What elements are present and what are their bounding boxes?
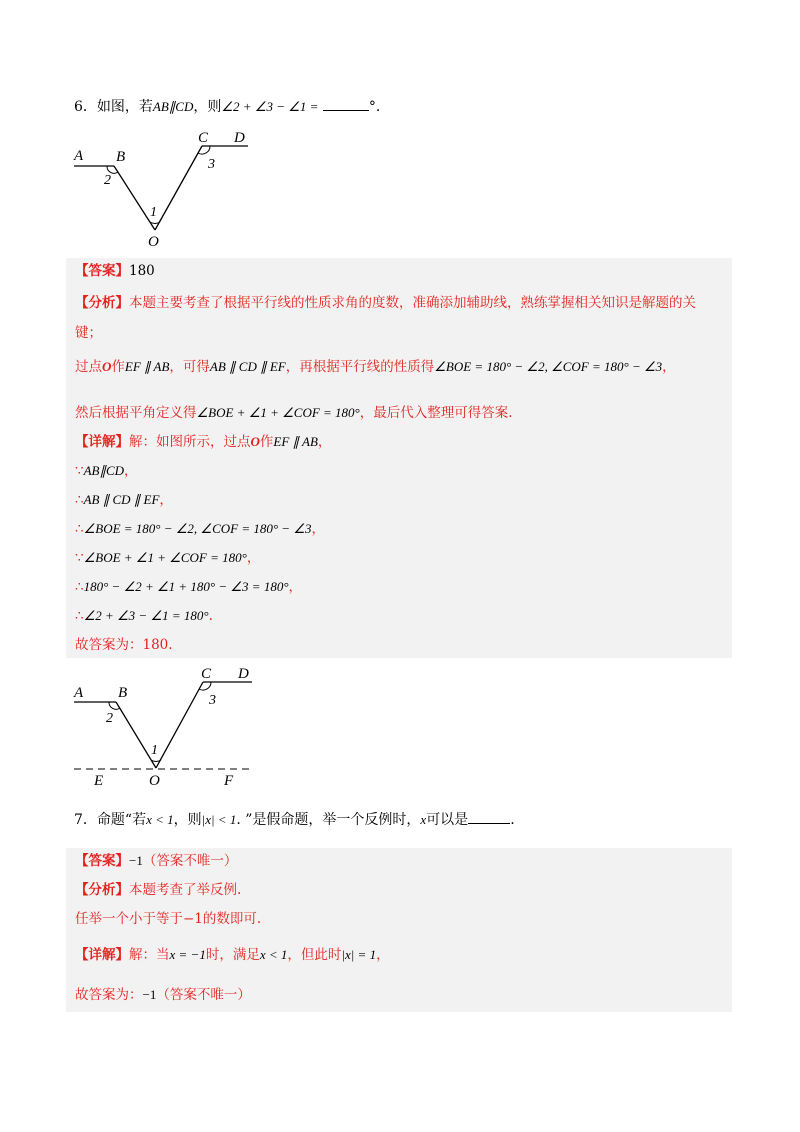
- text: ，但此时: [287, 947, 342, 963]
- label-F: F: [224, 773, 234, 788]
- text: 解：当: [129, 947, 170, 963]
- text: ，则: [173, 812, 202, 828]
- text: ，: [159, 492, 173, 508]
- therefore-symbol: ∴: [75, 521, 84, 537]
- text: 故答案为：: [75, 987, 143, 1003]
- math: ∠BOE = 180° − ∠2, ∠COF = 180° − ∠3: [83, 521, 312, 536]
- step-2: [75, 491, 173, 509]
- text: 过点: [75, 359, 102, 375]
- math: ∠2 + ∠3 − ∠1 = 180°: [83, 608, 209, 623]
- text: 可以是: [426, 812, 469, 828]
- text: .: [208, 608, 213, 624]
- text: ，: [311, 521, 325, 537]
- text: ，: [288, 579, 303, 595]
- label-B: B: [118, 685, 128, 701]
- detail-label: 【详解】: [75, 947, 129, 963]
- q6-detail-line1: [75, 433, 331, 451]
- text: （答案不唯一）: [156, 987, 251, 1003]
- point-o: O: [102, 359, 112, 374]
- question-number: 7．: [74, 812, 97, 828]
- question-6-text: [74, 97, 380, 117]
- therefore-symbol: ∴: [75, 579, 84, 595]
- q6-condition: AB∥CD: [152, 99, 194, 114]
- step-4: [75, 549, 260, 567]
- math: AB∥CD: [83, 463, 125, 478]
- text: ，最后代入整理可得答案.: [359, 405, 513, 421]
- math: x < 1: [146, 812, 174, 827]
- q7-analysis-line2: 任举一个小于等于−1的数即可.: [75, 911, 262, 927]
- math: ∠BOE + ∠1 + ∠COF = 180°: [83, 550, 247, 565]
- math: x < 1: [259, 947, 288, 962]
- question-7-text: [74, 810, 515, 830]
- math: x = −1: [169, 947, 206, 962]
- text: ，: [376, 947, 390, 963]
- label-B: B: [116, 149, 126, 165]
- step-3: [75, 520, 325, 538]
- answer-label: 【答案】: [75, 853, 129, 869]
- label-C: C: [198, 130, 209, 146]
- math: x: [420, 812, 427, 827]
- text: 然后根据平角定义得: [75, 405, 197, 421]
- figure-angle-diagram: [72, 128, 257, 250]
- answer-value: 180: [129, 263, 155, 279]
- answer-blank: [468, 823, 510, 824]
- text: 作: [111, 359, 125, 375]
- analysis-text: 本题考查了举反例.: [129, 882, 242, 898]
- angle-1-label: 1: [151, 743, 158, 758]
- text: ，可得: [169, 359, 210, 375]
- math: |x| = 1: [341, 947, 377, 962]
- angle-1-label: 1: [150, 205, 157, 220]
- text: 命题“若: [96, 812, 147, 828]
- analysis-label: 【分析】: [75, 295, 129, 311]
- label-A: A: [74, 685, 84, 701]
- math: EF ∥ AB: [124, 359, 170, 374]
- angle-3-label: 3: [208, 157, 215, 172]
- q7-solution-box: [66, 848, 732, 1012]
- step-1: [75, 462, 138, 480]
- q6-unit: °.: [368, 99, 381, 115]
- answer-blank: [323, 110, 369, 111]
- label-D: D: [234, 130, 245, 146]
- angle-3-label: 3: [209, 693, 216, 708]
- because-symbol: ∵: [75, 550, 84, 566]
- analysis-label: 【分析】: [75, 882, 129, 898]
- math: ∠BOE + ∠1 + ∠COF = 180°: [196, 405, 360, 420]
- text: ，: [246, 550, 261, 566]
- text: . ”是假命题，举一个反例时，: [236, 812, 421, 828]
- q7-detail: [75, 946, 390, 964]
- q6-analysis-line4: [75, 404, 513, 422]
- text: 时，满足: [205, 947, 260, 963]
- label-A: A: [74, 148, 84, 164]
- therefore-symbol: ∴: [75, 608, 84, 624]
- label-D: D: [238, 666, 249, 682]
- math: AB ∥ CD ∥ EF: [209, 359, 286, 374]
- math: EF ∥ AB: [273, 434, 318, 449]
- label-E: E: [94, 773, 104, 788]
- math: −1: [142, 987, 157, 1002]
- q7-answer: [75, 852, 237, 870]
- q7-final-answer: [75, 986, 251, 1004]
- text: ，: [124, 463, 138, 479]
- text: ，: [662, 359, 676, 375]
- math: ∠BOE = 180° − ∠2, ∠COF = 180° − ∠3: [434, 359, 663, 374]
- q6-analysis-line3: [75, 358, 676, 376]
- figure-auxiliary-line-diagram: [66, 662, 254, 788]
- point-o: O: [250, 434, 260, 449]
- answer-note: （答案不唯一）: [142, 853, 238, 869]
- question-number: 6．: [74, 99, 97, 115]
- answer-label: 【答案】: [75, 263, 129, 279]
- angle-2-label: 2: [104, 173, 111, 188]
- detail-label: 【详解】: [75, 434, 129, 450]
- math: AB ∥ CD ∥ EF: [83, 492, 160, 507]
- q6-solution-box: [66, 258, 732, 658]
- answer-value: −1: [129, 853, 143, 868]
- q6-text1: 如图，若: [96, 99, 153, 115]
- therefore-symbol: ∴: [75, 492, 84, 508]
- text: 解：如图所示，过点: [129, 434, 251, 450]
- analysis-text: 本题主要考查了根据平行线的性质求角的度数，准确添加辅助线，熟练掌握相关知识是解题的关: [129, 295, 696, 311]
- q6-expression: ∠2 + ∠3 − ∠1 =: [221, 99, 319, 114]
- step-6: [75, 607, 213, 625]
- q6-final-answer: 故答案为：180.: [75, 637, 173, 653]
- q6-analysis-line1: [75, 294, 696, 312]
- q6-analysis-line2: 键；: [75, 325, 102, 341]
- q7-analysis-line1: [75, 881, 241, 899]
- angle-2-label: 2: [106, 711, 113, 726]
- because-symbol: ∵: [75, 463, 84, 479]
- step-5: [75, 578, 302, 596]
- text: ，再根据平行线的性质得: [285, 359, 435, 375]
- math: 180° − ∠2 + ∠1 + 180° − ∠3 = 180°: [83, 579, 289, 594]
- label-O: O: [149, 773, 160, 788]
- text: ，: [317, 434, 332, 450]
- q6-answer: [75, 262, 155, 280]
- q6-text2: ，则: [193, 99, 222, 115]
- text: 作: [259, 434, 274, 450]
- label-O: O: [148, 234, 159, 250]
- math: |x| < 1: [201, 812, 237, 827]
- text: .: [510, 812, 515, 828]
- label-C: C: [201, 666, 212, 682]
